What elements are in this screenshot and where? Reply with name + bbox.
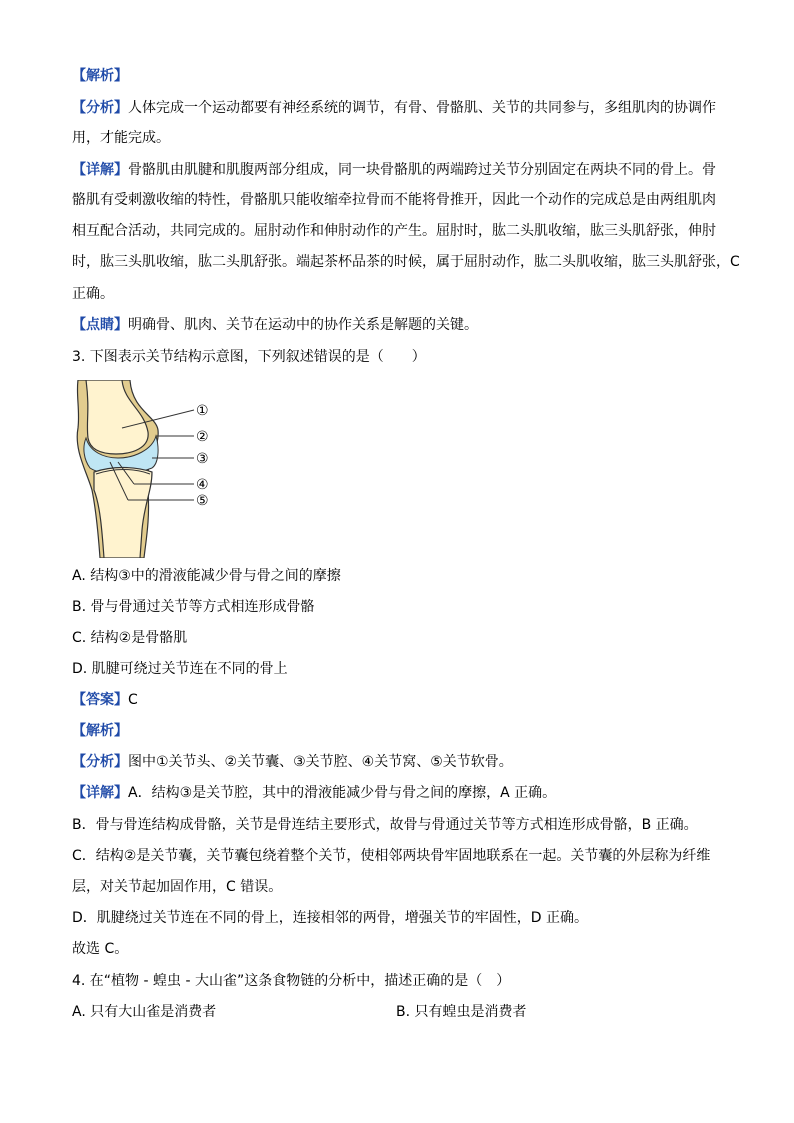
q3-fenxi-line (72, 752, 732, 772)
option-b: B. 骨与骨通过关节等方式相连形成骨骼 (72, 599, 315, 615)
option-a: A. 结构③中的滑液能减少骨与骨之间的摩擦 (72, 568, 341, 584)
xiangjie-line-2: 骼肌有受刺激收缩的特性，骨骼肌只能收缩牵拉骨而不能将骨推开，因此一个动作的完成总是由两组肌肉 (72, 192, 716, 208)
xiangjie-tag: 【详解】 (72, 162, 128, 178)
question-4-stem: 4. 在“植物 - 蝗虫 - 大山雀”这条食物链的分析中，描述正确的是（ ） (72, 973, 511, 989)
q3-xiangjie-c1: C．结构②是关节囊，关节囊包绕着整个关节，使相邻两块骨牢固地联系在一起。关节囊的外层称为纤维 (72, 848, 711, 864)
question-3-stem: 3. 下图表示关节结构示意图，下列叙述错误的是（ ） (72, 349, 426, 365)
joint-head-shape (86, 380, 148, 454)
q3-xiangjie-tag: 【详解】 (72, 785, 128, 801)
q3-jiexi-heading (72, 721, 732, 741)
figure-label-5: ⑤ (196, 493, 209, 509)
q4-option-b: B. 只有蝗虫是消费者 (396, 1004, 527, 1020)
dianjing-line (72, 315, 732, 335)
fenxi-text: 人体完成一个运动都要有神经系统的调节，有骨、骨骼肌、关节的共同参与，多组肌肉的协调作 (128, 100, 716, 116)
q3-xiangjie-a (72, 783, 732, 803)
q3-conclusion: 故选 C。 (72, 941, 129, 957)
fenxi-line-2: 用，才能完成。 (72, 130, 170, 146)
q3-xiangjie-d: D．肌腱绕过关节连在不同的骨上，连接相邻的两骨，增强关节的牢固性，D 正确。 (72, 910, 589, 926)
fenxi-tag: 【分析】 (72, 100, 128, 116)
joint-structure-figure (72, 380, 232, 558)
jiexi-tag: 【解析】 (72, 68, 128, 84)
q3-fenxi-text: 图中①关节头、②关节囊、③关节腔、④关节窝、⑤关节软骨。 (128, 754, 513, 770)
answer-value: C (128, 692, 138, 708)
fenxi-line-1 (72, 98, 732, 118)
figure-label-4: ④ (196, 477, 209, 493)
answer-line (72, 690, 732, 710)
joint-diagram (72, 380, 232, 558)
figure-label-2: ② (196, 429, 209, 445)
q4-option-a: A. 只有大山雀是消费者 (72, 1004, 217, 1020)
xiangjie-line-3: 相互配合活动，共同完成的。屈肘动作和伸肘动作的产生。屈肘时，肱二头肌收缩，肱三头肌舒张，伸肘 (72, 223, 716, 239)
xiangjie-text: 骨骼肌由肌腱和肌腹两部分组成，同一块骨骼肌的两端跨过关节分别固定在两块不同的骨上。骨 (128, 162, 716, 178)
q3-xiangjie-c2: 层，对关节起加固作用，C 错误。 (72, 879, 283, 895)
figure-label-1: ① (196, 403, 209, 419)
dianjing-tag: 【点睛】 (72, 317, 128, 333)
jiexi-heading (72, 66, 732, 86)
dianjing-text: 明确骨、肌肉、关节在运动中的协作关系是解题的关键。 (128, 317, 478, 333)
q3-fenxi-tag: 【分析】 (72, 754, 128, 770)
q3-jiexi-tag: 【解析】 (72, 723, 128, 739)
xiangjie-line-5: 正确。 (72, 286, 114, 302)
option-d: D. 肌腱可绕过关节连在不同的骨上 (72, 661, 288, 677)
q3-xiangjie-b: B．骨与骨连结构成骨骼，关节是骨连结主要形式，故骨与骨通过关节等方式相连形成骨骼，B 正确。 (72, 817, 698, 833)
q3-xiangjie-a-text: A．结构③是关节腔，其中的滑液能减少骨与骨之间的摩擦，A 正确。 (128, 785, 557, 801)
option-c: C. 结构②是骨骼肌 (72, 630, 188, 646)
figure-label-3: ③ (196, 451, 209, 467)
xiangjie-line-4: 时，肱三头肌收缩，肱二头肌舒张。端起茶杯品茶的时候，属于屈肘动作，肱二头肌收缩，肱三头肌舒张，C (72, 254, 740, 270)
xiangjie-line-1 (72, 160, 732, 180)
answer-tag: 【答案】 (72, 692, 128, 708)
